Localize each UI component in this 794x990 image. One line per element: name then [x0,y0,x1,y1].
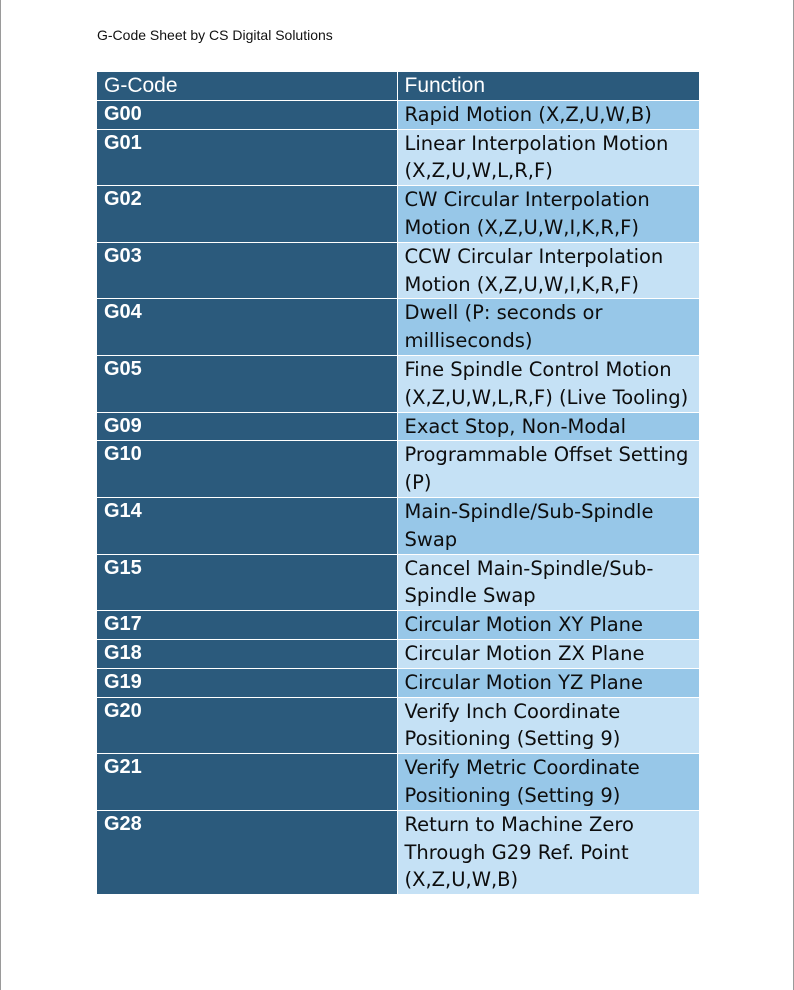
header-gcode: G-Code [97,72,397,100]
gcode-cell: G21 [97,754,397,811]
gcode-cell: G14 [97,497,397,554]
gcode-cell: G05 [97,355,397,412]
gcode-cell: G15 [97,554,397,611]
function-cell: Exact Stop, Non-Modal [397,412,699,441]
table-row [97,299,699,356]
table-row [97,355,699,412]
gcode-cell: G03 [97,242,397,299]
table-row [97,697,699,754]
function-cell: Main-Spindle/Sub-Spindle Swap [397,497,699,554]
table-row [97,754,699,811]
gcode-cell: G18 [97,639,397,668]
gcode-cell: G28 [97,810,397,894]
function-cell: Fine Spindle Control Motion (X,Z,U,W,L,R,F) (Live Tooling) [397,355,699,412]
table-row [97,668,699,697]
gcode-table [97,72,699,894]
gcode-cell: G04 [97,299,397,356]
document-title: G-Code Sheet by CS Digital Solutions [97,27,333,43]
function-cell: Return to Machine Zero Through G29 Ref. Point (X,Z,U,W,B) [397,810,699,894]
gcode-cell: G10 [97,441,397,498]
table-row [97,129,699,186]
function-cell: Rapid Motion (X,Z,U,W,B) [397,100,699,129]
table-row [97,611,699,640]
table-row [97,412,699,441]
function-cell: Dwell (P: seconds or milliseconds) [397,299,699,356]
table-row [97,242,699,299]
function-cell: Programmable Offset Setting (P) [397,441,699,498]
table-row [97,639,699,668]
gcode-cell: G19 [97,668,397,697]
function-cell: Verify Metric Coordinate Positioning (Setting 9) [397,754,699,811]
function-cell: Linear Interpolation Motion (X,Z,U,W,L,R,F) [397,129,699,186]
gcode-cell: G00 [97,100,397,129]
gcode-cell: G02 [97,186,397,243]
function-cell: Circular Motion XY Plane [397,611,699,640]
function-cell: Verify Inch Coordinate Positioning (Setting 9) [397,697,699,754]
gcode-cell: G20 [97,697,397,754]
function-cell: Cancel Main-Spindle/Sub-Spindle Swap [397,554,699,611]
function-cell: CCW Circular Interpolation Motion (X,Z,U,W,I,K,R,F) [397,242,699,299]
table-row [97,186,699,243]
table-row [97,554,699,611]
gcode-cell: G01 [97,129,397,186]
function-cell: Circular Motion ZX Plane [397,639,699,668]
function-cell: CW Circular Interpolation Motion (X,Z,U,W,I,K,R,F) [397,186,699,243]
table-row [97,441,699,498]
table-row [97,810,699,894]
table-row [97,100,699,129]
gcode-cell: G09 [97,412,397,441]
header-function: Function [397,72,699,100]
table-header-row [97,72,699,100]
gcode-cell: G17 [97,611,397,640]
table-body [97,100,699,894]
table-row [97,497,699,554]
function-cell: Circular Motion YZ Plane [397,668,699,697]
